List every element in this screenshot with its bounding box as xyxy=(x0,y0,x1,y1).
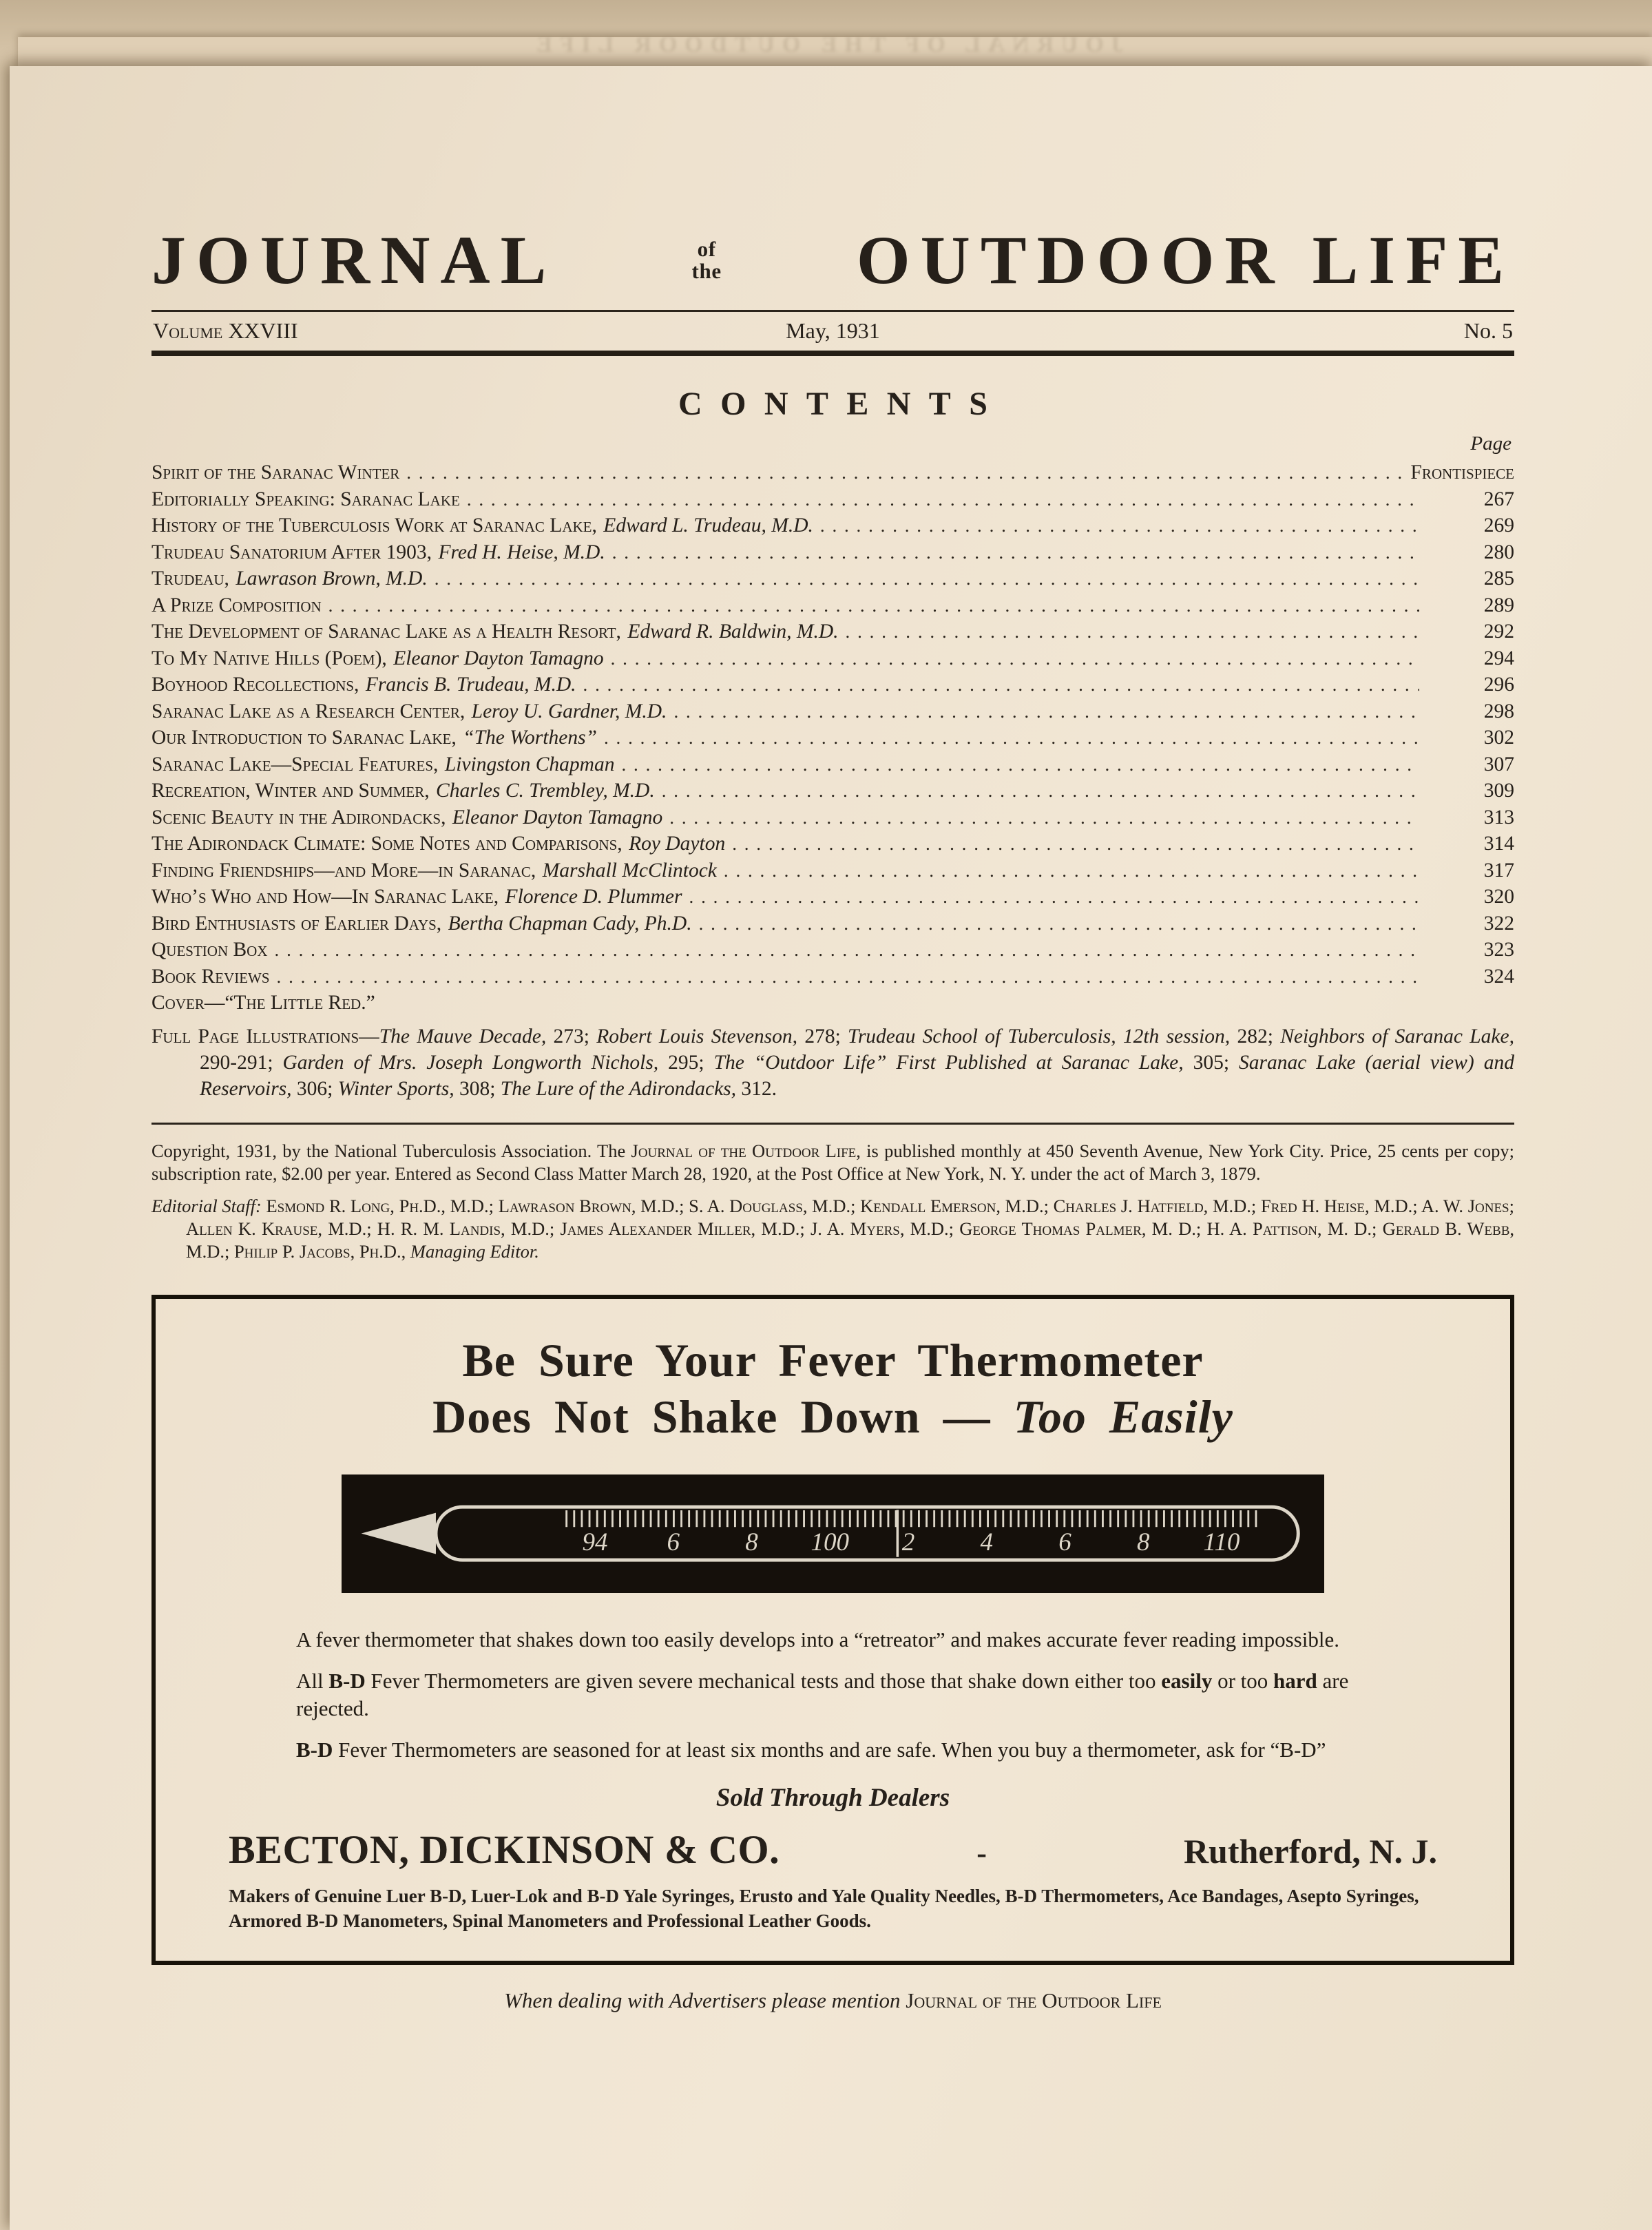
toc-row xyxy=(151,671,1514,698)
toc-entry-page: 307 xyxy=(1483,753,1514,775)
text-segment: 290-291; xyxy=(200,1051,283,1074)
toc-entry-title: Question Box xyxy=(151,939,268,961)
leader-dots xyxy=(846,618,1419,645)
text-segment: Copyright, 1931, by the National Tuberculosis Association. The xyxy=(151,1140,631,1161)
divider-rule xyxy=(151,1123,1514,1125)
leader-dots xyxy=(622,751,1420,778)
toc-row xyxy=(151,831,1514,857)
text-segment: Too Easily xyxy=(1013,1390,1233,1444)
toc-entry-author: Francis B. Trudeau, M.D. xyxy=(365,674,576,696)
text-segment: When dealing with Advertisers please mention xyxy=(504,1988,906,2012)
leader-dots xyxy=(732,831,1419,857)
text-segment: hard xyxy=(1273,1668,1317,1693)
text-segment: Garden of Mrs. Joseph Longworth Nichols, xyxy=(282,1051,659,1074)
contents-section xyxy=(151,385,1514,1102)
text-segment: Fever Thermometers are given severe mechanical tests and those that shake down either too xyxy=(365,1668,1162,1693)
toc-entry-author: Marshall McClintock xyxy=(542,859,717,882)
text-segment: The Mauve Decade, xyxy=(379,1025,547,1048)
leader-dots xyxy=(277,963,1419,990)
company-dash: - xyxy=(976,1835,987,1870)
text-segment: Journal of the Outdoor Life xyxy=(631,1140,857,1161)
company-name: BECTON, DICKINSON & CO. xyxy=(229,1826,780,1872)
toc-entry-title: A Prize Composition xyxy=(151,594,322,616)
toc-row xyxy=(151,698,1514,725)
toc-entry-author: Lawrason Brown, M.D. xyxy=(236,567,428,590)
thermometer-scale-number: 8 xyxy=(745,1528,759,1557)
company-location: Rutherford, N. J. xyxy=(1183,1831,1437,1871)
leader-dots xyxy=(612,539,1419,566)
text-segment: Editorial Staff: xyxy=(151,1195,266,1216)
toc-entry-author: Charles C. Trembley, M.D. xyxy=(436,780,655,802)
masthead xyxy=(151,222,1514,356)
thermometer-illustration xyxy=(342,1474,1324,1592)
thermometer-svg xyxy=(342,1474,1324,1592)
thermometer-scale-number: 2 xyxy=(902,1528,915,1557)
text-segment: 308; xyxy=(454,1077,501,1100)
toc-entry-page: 298 xyxy=(1483,700,1514,722)
editorial-staff-note xyxy=(151,1195,1514,1263)
issue-number: No. 5 xyxy=(1463,318,1513,343)
toc-entry-author: Leroy U. Gardner, M.D. xyxy=(471,700,667,722)
ad-paragraph-1 xyxy=(219,1626,1447,1654)
toc-entry-title: Our Introduction to Saranac Lake, xyxy=(151,727,457,749)
toc-entry-page: 313 xyxy=(1483,806,1514,829)
toc-entry-page: 269 xyxy=(1483,514,1514,536)
toc-entry-page: 322 xyxy=(1483,912,1514,935)
toc-entry-author: Eleanor Dayton Tamagno xyxy=(452,806,663,829)
toc-row xyxy=(151,884,1514,910)
toc-row xyxy=(151,592,1514,619)
toc-entry-title: To My Native Hills (Poem), xyxy=(151,647,387,669)
leader-dots xyxy=(699,910,1419,937)
text-segment: Makers of Genuine Luer B-D, Luer-Lok and B-D Yale Syringes, Erusto and Yale Quality Needles, B-D Thermometers, Ace Bandages, Asepto Syringes, Armored B-D Manometers, Spinal Manometers and Professional Leather Goods. xyxy=(229,1885,1419,1931)
leader-dots xyxy=(328,592,1419,619)
toc-entry-page: 302 xyxy=(1483,727,1514,749)
text-segment: B-D xyxy=(328,1668,366,1693)
thermometer-scale-number: 8 xyxy=(1137,1528,1150,1557)
text-segment: Neighbors of Saranac Lake, xyxy=(1280,1025,1514,1048)
toc-row xyxy=(151,751,1514,778)
text-segment: Journal of the Outdoor Life xyxy=(906,1988,1162,2012)
toc-row xyxy=(151,804,1514,831)
contents-heading: CONTENTS xyxy=(678,386,1006,422)
illustrations-note xyxy=(151,1023,1514,1102)
toc-row xyxy=(151,512,1514,539)
toc-entry-title: Trudeau, xyxy=(151,567,229,590)
toc-entry-page: 285 xyxy=(1483,567,1514,590)
word-the: the xyxy=(691,259,722,283)
toc-entry-title: Boyhood Recollections, xyxy=(151,674,359,696)
magazine-page xyxy=(10,66,1652,2230)
toc-entry-page: 294 xyxy=(1483,647,1514,669)
leader-dots xyxy=(467,486,1419,513)
toc-entry-page: 267 xyxy=(1483,488,1514,510)
toc-row xyxy=(151,539,1514,566)
toc-entry-title: Recreation, Winter and Summer, xyxy=(151,780,430,802)
toc-entry-title: Trudeau Sanatorium After 1903, xyxy=(151,541,432,563)
leader-dots xyxy=(275,937,1419,963)
text-segment: 273; xyxy=(546,1025,597,1048)
leader-dots xyxy=(724,857,1419,884)
volume-label: Volume XXVIII xyxy=(153,318,298,343)
text-segment: Be Sure Your Fever Thermometer xyxy=(462,1333,1204,1386)
ad-paragraph-3 xyxy=(219,1736,1447,1764)
text-segment: The Lure of the Adirondacks, xyxy=(500,1077,737,1100)
toc-entry-title: Finding Friendships—and More—in Saranac, xyxy=(151,859,536,882)
text-segment: or too xyxy=(1212,1668,1274,1693)
toc-row xyxy=(151,910,1514,937)
ad-headline xyxy=(219,1332,1447,1446)
toc-entry-author: Eleanor Dayton Tamagno xyxy=(393,647,604,669)
journal-title-outdoor-life: OUTDOOR LIFE xyxy=(856,222,1514,298)
toc-entry-author: Edward L. Trudeau, M.D. xyxy=(603,514,813,536)
journal-title xyxy=(151,222,1514,298)
issue-info-row xyxy=(151,312,1514,351)
toc-entry-page: 317 xyxy=(1483,859,1514,882)
text-segment: Winter Sports, xyxy=(337,1077,454,1100)
leader-dots xyxy=(583,671,1419,698)
toc-row xyxy=(151,725,1514,751)
toc-entry-page: 309 xyxy=(1483,780,1514,802)
toc-entry-title: Scenic Beauty in the Adirondacks, xyxy=(151,806,446,829)
toc-entry-title: Saranac Lake as a Research Center, xyxy=(151,700,466,722)
text-segment: Fever Thermometers are seasoned for at least six months and are safe. When you buy a thermometer, ask for “B-D” xyxy=(333,1737,1326,1762)
text-segment: Robert Louis Stevenson, xyxy=(596,1025,798,1048)
leader-dots xyxy=(611,645,1419,672)
thermometer-scale-number: 100 xyxy=(811,1528,850,1557)
thermometer-scale-number: 6 xyxy=(667,1528,680,1557)
journal-title-word-journal: JOURNAL xyxy=(151,222,557,298)
leader-dots xyxy=(820,512,1419,539)
toc-row xyxy=(151,565,1514,592)
toc-entry-title: History of the Tuberculosis Work at Saranac Lake, xyxy=(151,514,597,536)
leader-dots xyxy=(435,565,1419,592)
text-segment: 278; xyxy=(797,1025,848,1048)
toc-row xyxy=(151,645,1514,672)
leader-dots xyxy=(689,884,1419,910)
thermometer-scale-number: 110 xyxy=(1203,1528,1240,1557)
thermometer-scale-number: 6 xyxy=(1058,1528,1072,1557)
advertiser-footer-note xyxy=(151,1988,1514,2013)
text-segment: Trudeau School of Tuberculosis, 12th session, xyxy=(848,1025,1231,1048)
toc-entry-title: Who’s Who and How—In Saranac Lake, xyxy=(151,886,499,908)
issue-date: May, 1931 xyxy=(786,318,880,343)
toc-entry-title: The Adirondack Climate: Some Notes and Comparisons, xyxy=(151,833,623,855)
toc-entry-author: Edward R. Baldwin, M.D. xyxy=(627,621,839,643)
text-segment: easily xyxy=(1161,1668,1213,1693)
text-segment: , is published monthly at 450 Seventh Avenue, New York City. Price, 25 cents per copy; subscription rate, $2.00 per year. Entered as Second Class Matter March 28, 1920, at the Post Office at New York, N. Y. under the act of March 3, 1879. xyxy=(151,1140,1514,1184)
text-segment: A fever thermometer that shakes down too easily develops into a “retreator” and makes accurate fever reading impossible. xyxy=(296,1627,1339,1651)
leader-dots xyxy=(662,778,1419,804)
toc-entry-title: Spirit of the Saranac Winter xyxy=(151,461,400,483)
text-segment: Managing Editor. xyxy=(410,1240,539,1262)
toc-entry-author: Livingston Chapman xyxy=(444,753,615,775)
toc-row xyxy=(151,963,1514,990)
toc-entry-author: Fred H. Heise, M.D. xyxy=(438,541,605,563)
toc-row xyxy=(151,486,1514,513)
toc-entry-page: Frontispiece xyxy=(1410,461,1514,483)
toc-entry-page: 320 xyxy=(1483,886,1514,908)
toc-row xyxy=(151,937,1514,963)
toc-row xyxy=(151,857,1514,884)
ad-headline-line1 xyxy=(219,1332,1447,1389)
word-of: of xyxy=(697,237,716,262)
toc-entry-title: Editorially Speaking: Saranac Lake xyxy=(151,488,460,510)
text-segment: Full Page Illustrations— xyxy=(151,1025,379,1048)
thermometer-advertisement xyxy=(151,1295,1514,1965)
toc-entry-author: Bertha Chapman Cady, Ph.D. xyxy=(448,912,692,935)
text-segment: 305; xyxy=(1183,1051,1240,1074)
show-through-text: JOURNAL OF THE OUTDOOR LIFE xyxy=(529,32,1123,57)
text-segment: 306; xyxy=(291,1077,338,1100)
text-segment: 295; xyxy=(658,1051,714,1074)
toc-entry-title: The Development of Saranac Lake as a Health Resort, xyxy=(151,621,621,643)
thermometer-scale-number: 4 xyxy=(980,1528,994,1557)
toc-entry-author: Roy Dayton xyxy=(629,833,726,855)
text-segment: Saranac Lake (aerial view) and Reservoirs, xyxy=(200,1051,1514,1100)
toc-entry-page: 323 xyxy=(1483,939,1514,961)
ad-paragraph-2 xyxy=(219,1667,1447,1722)
toc-entry-page: 289 xyxy=(1483,594,1514,616)
toc-row xyxy=(151,459,1514,486)
text-segment: 312. xyxy=(736,1077,777,1100)
ad-headline-line2 xyxy=(219,1388,1447,1446)
toc-entry-author: Florence D. Plummer xyxy=(505,886,682,908)
page-column-label: Page xyxy=(1470,433,1512,455)
text-segment: 282; xyxy=(1230,1025,1281,1048)
makers-note xyxy=(219,1884,1447,1933)
toc-entry-author: “The Worthens” xyxy=(463,727,597,749)
masthead-rule-thick xyxy=(151,351,1514,356)
toc-entry-title: Book Reviews xyxy=(151,965,270,988)
toc-entry-page: 292 xyxy=(1483,621,1514,643)
sold-through-dealers: Sold Through Dealers xyxy=(715,1783,950,1812)
journal-title-of-the xyxy=(692,238,722,282)
copyright-notice xyxy=(151,1140,1514,1185)
leader-dots xyxy=(406,459,1403,486)
toc-row xyxy=(151,778,1514,804)
text-segment: Does Not Shake Down — xyxy=(432,1390,1014,1444)
toc-row xyxy=(151,990,1514,1017)
text-segment: All xyxy=(296,1668,329,1693)
leader-dots xyxy=(604,725,1419,751)
toc-entry-page: 280 xyxy=(1483,541,1514,563)
toc-entry-page: 296 xyxy=(1483,674,1514,696)
toc-entry-title: Saranac Lake—Special Features, xyxy=(151,753,439,775)
text-segment: are rejected. xyxy=(296,1668,1349,1720)
toc-entry-page: 324 xyxy=(1483,965,1514,988)
table-of-contents xyxy=(151,459,1514,1017)
text-segment: Esmond R. Long, Ph.D., M.D.; Lawrason Brown, M.D.; S. A. Douglass, M.D.; Kendall Emerson, M.D.; Charles J. Hatfield, M.D.; Fred H. Heise, M.D.; A. W. Jones; Allen K. Krause, M.D.; H. R. M. Landis, M.D.; James Alexander Miller, M.D.; J. A. Myers, M.D.; George Thomas Palmer, M. D.; H. A. Pattison, M. D.; Gerald B. Webb, M.D.; Philip P. Jacobs, Ph.D., xyxy=(186,1195,1514,1262)
company-row xyxy=(219,1826,1447,1873)
text-segment: B-D xyxy=(296,1737,333,1762)
toc-entry-title: Bird Enthusiasts of Earlier Days, xyxy=(151,912,442,935)
page-content xyxy=(10,66,1652,2013)
leader-dots xyxy=(673,698,1419,725)
toc-entry-page: 314 xyxy=(1483,833,1514,855)
text-segment: The “Outdoor Life” First Published at Saranac Lake, xyxy=(713,1051,1184,1074)
leader-dots xyxy=(669,804,1419,831)
toc-row xyxy=(151,618,1514,645)
toc-entry-title: Cover—“The Little Red.” xyxy=(151,992,375,1014)
thermometer-scale-number: 94 xyxy=(582,1528,608,1557)
